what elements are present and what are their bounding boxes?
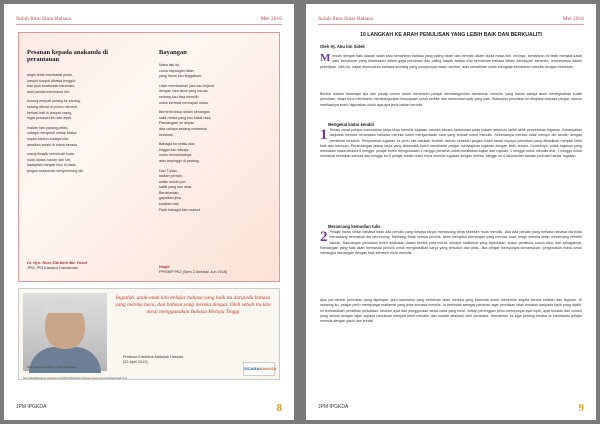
poem-line: sakiti yang kau rasa.: [159, 185, 192, 190]
poem-line: atau terpinggir di padang.: [159, 158, 200, 163]
issue-date: Mei 2016: [260, 16, 282, 22]
quote-author: Profesor Emeritus Abdullah Hassan (22 April 2012): [123, 355, 183, 364]
left-page: [4, 4, 294, 420]
poem-line: kuatkan hati.: [159, 202, 180, 207]
article-intro: Menulis dengan baik adalah salah satu kemahiran bahasa yang paling dicari dan bernilai dalam dunia masa kini. Inininya, kemahiran ini telah menjadi salah satu kemahiran yang dinamakan dalam gaya penulisan dan paling bawah antara nilai kemahiran bahasa dalam kehidupan seharian, terutamanya dalam pekerjaan. Oleh itu, dapat dirumuskan bahawa seorang yang mempunyai masa, sumber, atau kemahiran untuk mengejar kemahiran menulis dengan berkesan.: [320, 54, 582, 69]
quote-text: Ingatlah, anak-anak kita belajar bahasa yang baik itu daripada bahasa yang mereka baca, dan bahasa yang mereka dengar. Oleh sebab itu kita mesti menggunakan Bahasa Melayu Tinggi: [115, 295, 271, 316]
section-number: 2: [320, 230, 328, 245]
poem-line: burung merpati pulang ke sarang,: [27, 99, 81, 104]
poem-line: sopan santun budaya kita,: [27, 136, 69, 141]
poem-left-title: Pesanan kepada anakanda di perantauan: [27, 49, 109, 63]
page-header: [16, 14, 282, 25]
poem-line: Bertahanlah,: [159, 190, 180, 195]
poem-line: kerianan,: [159, 132, 174, 137]
poem-left-author: Dr. Hj.h. Noor Zila binti Md. Yusuf JPM, IPG Kampus Darulaman: [27, 261, 87, 270]
poem-line: Usah membiarkan jiwa kau terjerat: [159, 83, 215, 88]
article-author: Oleh Hj. Abu bin Sidek: [320, 44, 365, 49]
magazine-title: Suluh Ilmu Sinar Bahasa: [16, 16, 71, 22]
dropcap: M: [320, 54, 331, 64]
poem-line: ingat pesanan ibu dan ayah.: [27, 116, 73, 121]
quote-banner: [18, 288, 280, 380]
right-page: [306, 4, 596, 420]
poem-line: sarang dibuat di pohon meranti;: [27, 104, 78, 109]
poem-right-body: [159, 63, 214, 213]
portrait-photo: [23, 293, 107, 371]
poem-line: jangan anakanda menyombong diri.: [27, 168, 85, 173]
poem-panel: [18, 32, 280, 282]
magazine-title: Suluh Ilmu Sinar Bahasa: [318, 16, 373, 22]
section-number: 1: [320, 128, 328, 143]
poem-line: kuda dipacu kanan dan kiri;: [27, 157, 71, 162]
photo-url: http://www.pendidik.com/sinarbahasa: [27, 365, 77, 369]
poem-line: hanyut rumpai dibawa tenggiri;: [27, 78, 76, 83]
poem-line: gapaikan jiwa: [159, 196, 181, 201]
poem-line: tinggal kau sahaja,: [159, 147, 189, 152]
page-header: [318, 14, 584, 25]
poem-line: Bahagia itu selalu ada: [159, 142, 195, 147]
article-paragraph: Apa jua bentuk penulisan yang dipelajari, guru kaunselor yang berkesan ialah mereka yang bersedia untuk menerima segala bentuk kritikan dan teguran. Di samping itu, pelajar perlu mempunyai matlamat yang jelas semasa menulis. Ia bertindak sebagai panduan agar penulisan tidak tersasar daripada topik yang dipilih. Ini termasuklah pemilihan perkataan, struktur ayat dan penggunaan tanda baca yang betul. Setiap perenggan perlu mempunyai ayat topik, ayat huraian dan contoh yang sesuai dengan tajuk supaya penulisan menjadi lebih menarik dan mudah difahami oleh pembaca. Kemahiran ini juga penting kerana ia membantu pelajar menulis dengan yakin dan kreatif.: [320, 298, 582, 324]
issue-date: Mei 2016: [562, 16, 584, 22]
page-number: 9: [578, 402, 584, 414]
poem-line: hadapilah banyak ilmu di dada,: [27, 163, 77, 168]
poem-line: mahu mendekatinya: [159, 153, 192, 158]
poem-line: sedang kau bisa memilih: [159, 94, 199, 99]
sicara-bahasa-logo: SICARABAHASA: [243, 362, 275, 376]
poem-line: yang harus kau tinggalkan.: [159, 74, 202, 79]
poem-line: cahaya menyuluh setiap ketika;: [27, 131, 78, 136]
poem-line: orang disayik memecah kuda,: [27, 152, 75, 157]
poem-line: Berhenti hidup dalam kenangan: [159, 110, 210, 115]
source-url: http://abdullahassan.blogspot.com/2012/04/tulisan-bahasa-melayu-tinggi-bahasa-baik.html: [23, 377, 127, 380]
section-body: 2 Pelajar harus sedar bahawa tidak ada penulis yang berjaya tanpa merancang kerja sebelum mula menulis. Jika ada penulis yang berkata bahawa dia tidak merancang bermakna dia berbohong. Memang, tidak semua penulis, akan mengikut rancangan yang mereka buat, tetapi mereka tetap merancang terlebih dahulu. Rancangan penulisan boleh dilakukan dalam bentuk peta minda, senarai maklumat yang diperlukan, susun peristiwa, susun idea, dan sebagainya. Rancangan yang baik akan memandu penulis untuk menghasilkan karya yang tersusun dan jelas. Jika pelajar mempunyai kemampuan, pergunakan masa untuk merangka rancangan dengan baik sebelum mula menulis.: [320, 230, 582, 256]
poem-line: walau sekali pun: [159, 179, 186, 184]
poem-line: sakit rahsia yang kau bakal rasa.: [159, 115, 212, 120]
footer-org: JPM IPGKDA: [16, 404, 47, 410]
article-title: 10 LANGKAH KE ARAH PENULISAN YANG LEBIH BAIK DAN BERKUALITI: [360, 32, 542, 38]
poem-left-body: [27, 73, 84, 175]
poem-line: Masa lalu itu,: [159, 63, 181, 67]
poem-line: Pandanglah ke depan: [159, 121, 194, 126]
footer-org: JPM IPGKDA: [318, 404, 349, 410]
poem-line: ada cahaya sedang melambai: [159, 126, 207, 131]
poem-right-title: Bayangan: [159, 49, 187, 56]
section-body: 1 Terlalu ramai pelajar memulakan kerja-kerja menulis tugasan mereka secara berterusan pada malam sebelum tarikh akhir penyerahan tugasan. Kebanyakan daripada mereka beranaban bahawa mereka boleh menguruskan cara yang terbaik untuk menulis. Sebenarnya mereka tidak menipu diri sendiri dengan pemikiran tersebut. Penyerahan tugasan ini perlu kita lakukan terlebih dahulu sebelum jangka masa tamat supaya penulisan yang dihasilkan menjadi lebih baik dan bermutu. Perancangan jadual kerja yang sistematik boleh membantu pelajar menyiapkan tugasan dengan lebih teratur. Contohnya, untuk tugasan yang memakan masa selama 6 minggu, pelajar boleh menguruskan 2 minggu pertama untuk melakukan kajian dan rujukan, 1 minggu untuk menulis draf, 1 minggu untuk membuat semakan semula dan minggu ke-5 pelajar sudah boleh mula menulis tugasan dengan selesa. Minggu ke-6 lakukanlah bacaan pruf dan hantar tugasan.: [320, 128, 582, 159]
poem-line: malam hari pasang pelita,: [27, 125, 69, 130]
article-paragraph: Berikut adalah beberapa tips dan prinsip umum untuk membantu pelajar membangunkan kemahiran menulis, yang bukan sahaja akan meningkatkan kualiti penulisan, tetapi turut membantu membangunkan keupayaan untuk berfikir dan menerokai topik yang luas. Walaupun penulisan ini ditujukan kepada pelajar, namun manfaatnya boleh digunakan untuk apa-apa jenis bahan bertulis.: [320, 92, 582, 107]
poem-line: berhati-hati di tempat orang,: [27, 110, 72, 115]
poem-line: asal pandai membawa diri.: [27, 89, 70, 94]
poem-right-author: Haqib PPISMP PK2 (Sem 2 Ambilan Jun 2015): [159, 265, 228, 274]
section-heading: Merancang kemudian tulis: [328, 224, 381, 229]
poem-line: takkan pernah,: [159, 174, 183, 179]
poem-line: cuma bayangan hitam: [159, 68, 195, 73]
poem-line: Dan Tuhan,: [159, 168, 178, 173]
poem-line: amalkan selalu di mana berada.: [27, 142, 78, 147]
poem-line: dengan luka lama yang sia-sia: [159, 89, 208, 94]
poem-line: angin teluk membadai pulau,: [27, 73, 73, 77]
page-number: 8: [276, 402, 282, 414]
section-heading: Mengekal kadar kendiri: [328, 122, 375, 127]
poem-line: biar jauh anakanda merantau,: [27, 84, 75, 89]
poem-line: untuk kembali memapak masa.: [159, 100, 209, 105]
poem-line: Pasti bahagia kan muncul.: [159, 207, 202, 212]
